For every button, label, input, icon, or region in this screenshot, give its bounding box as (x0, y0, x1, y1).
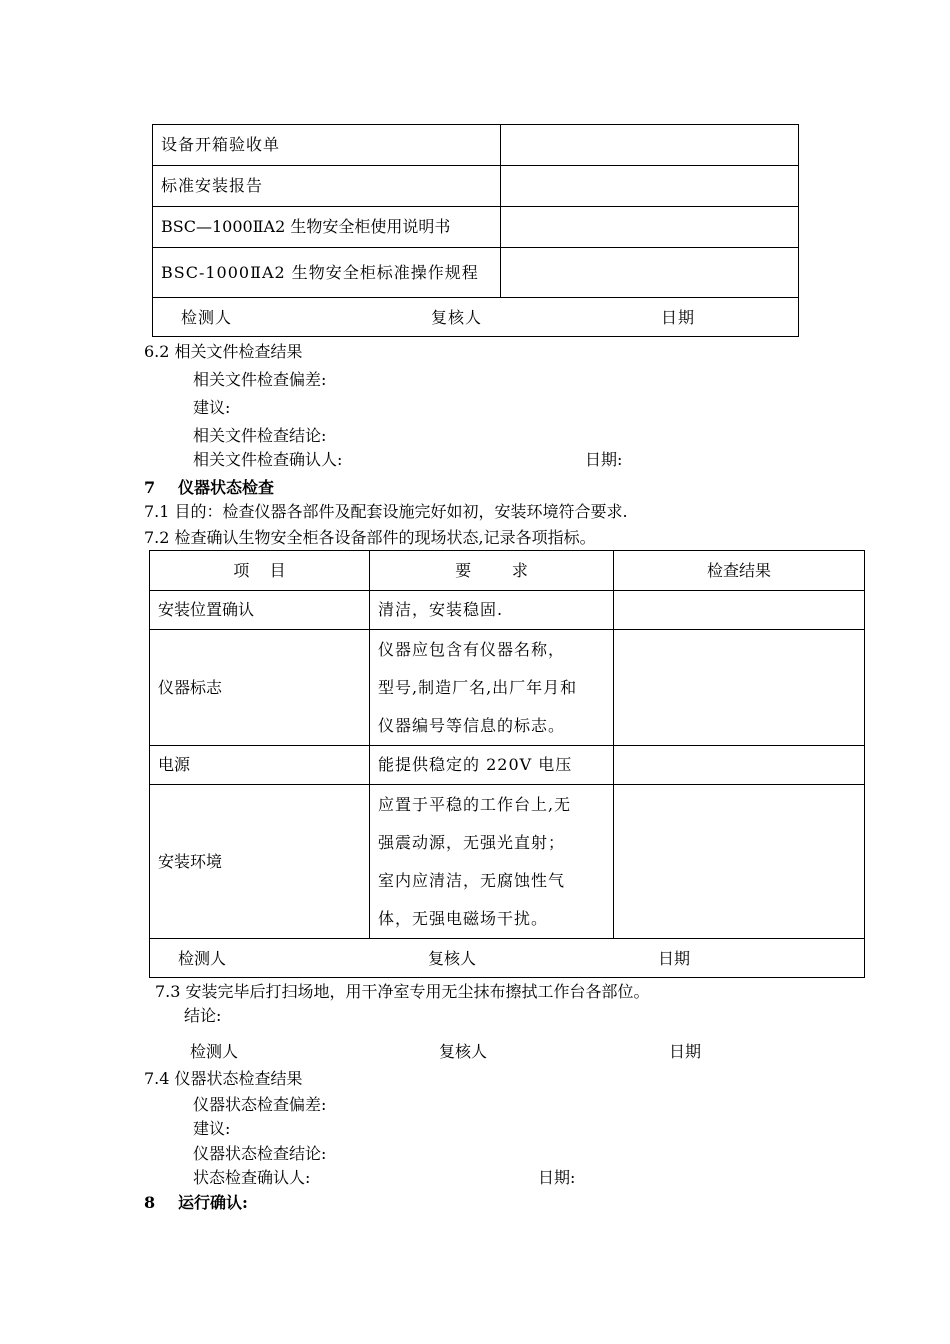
doc-name-cell: 设备开箱验收单 (153, 125, 501, 166)
state-check-table (149, 550, 865, 978)
requirement-line: 仪器编号等信息的标志。 (378, 715, 566, 735)
state-date-label: 日期: (538, 1168, 576, 1187)
inspector-label: 检测人 (178, 949, 227, 968)
requirement-line: 应置于平稳的工作台上,无 (378, 794, 572, 814)
section-7-title: 仪器状态检查 (178, 478, 275, 497)
requirement-cell (370, 591, 614, 630)
state-conclusion-label: 仪器状态检查结论: (193, 1144, 327, 1163)
section-6-2-heading: 6.2 相关文件检查结果 (144, 342, 303, 361)
doc-name-cell: BSC—1000ⅡA2 生物安全柜使用说明书 (153, 207, 501, 248)
doc-result-cell[interactable] (501, 125, 799, 166)
state-suggestion-label: 建议: (193, 1119, 231, 1138)
reviewer-label: 复核人 (431, 308, 483, 327)
doc-date-label: 日期: (585, 450, 623, 469)
section-7-number: 7 (144, 478, 156, 497)
requirement-line: 清洁，安装稳固. (378, 600, 504, 619)
header-requirement: 要 求 (370, 551, 614, 591)
section-7-2-text: 7.2 检查确认生物安全柜各设备部件的现场状态,记录各项指标。 (144, 528, 596, 547)
header-result: 检查结果 (614, 551, 865, 591)
item-cell: 安装位置确认 (150, 591, 370, 630)
document-table (152, 124, 799, 337)
cleanup-date-label: 日期 (669, 1042, 702, 1061)
cleanup-conclusion-label: 结论: (184, 1006, 222, 1025)
cleanup-inspector-label: 检测人 (190, 1042, 239, 1061)
reviewer-label: 复核人 (428, 949, 477, 968)
inspector-label: 检测人 (181, 308, 233, 327)
header-item: 项 目 (150, 551, 370, 591)
section-7-4-heading: 7.4 仪器状态检查结果 (144, 1069, 303, 1088)
doc-sign-row (153, 298, 799, 337)
cleanup-reviewer-label: 复核人 (439, 1042, 488, 1061)
item-cell: 电源 (150, 746, 370, 785)
doc-result-cell[interactable] (501, 166, 799, 207)
result-cell[interactable] (614, 746, 865, 785)
section-7-3-text: 7.3 安装完毕后打扫场地，用干净室专用无尘抹布擦拭工作台各部位。 (155, 982, 650, 1001)
state-deviation-label: 仪器状态检查偏差: (193, 1095, 327, 1114)
requirement-cell (370, 630, 614, 746)
doc-confirmer-label: 相关文件检查确认人: (193, 450, 343, 469)
date-label: 日期 (661, 308, 696, 327)
result-cell[interactable] (614, 591, 865, 630)
doc-name-cell: 标准安装报告 (153, 166, 501, 207)
section-8-title: 运行确认: (178, 1193, 248, 1212)
requirement-cell (370, 746, 614, 785)
item-cell: 安装环境 (150, 785, 370, 939)
item-cell: 仪器标志 (150, 630, 370, 746)
section-8-number: 8 (144, 1193, 156, 1212)
doc-name-cell: BSC-1000ⅡA2 生物安全柜标准操作规程 (153, 248, 501, 298)
result-cell[interactable] (614, 785, 865, 939)
doc-conclusion-label: 相关文件检查结论: (193, 426, 327, 445)
state-sign-row (150, 939, 865, 978)
doc-result-cell[interactable] (501, 248, 799, 298)
doc-deviation-label: 相关文件检查偏差: (193, 370, 327, 389)
requirement-line: 型号,制造厂名,出厂年月和 (378, 677, 578, 697)
requirement-line: 体，无强电磁场干扰。 (378, 908, 549, 928)
requirement-cell (370, 785, 614, 939)
requirement-line: 能提供稳定的 220V 电压 (378, 755, 573, 774)
section-7-1-text: 7.1 目的：检查仪器各部件及配套设施完好如初，安装环境符合要求. (144, 502, 628, 521)
doc-result-cell[interactable] (501, 207, 799, 248)
result-cell[interactable] (614, 630, 865, 746)
requirement-line: 室内应清洁，无腐蚀性气 (378, 870, 566, 890)
doc-suggestion-label: 建议: (193, 398, 231, 417)
requirement-line: 强震动源，无强光直射； (378, 832, 566, 852)
requirement-line: 仪器应包含有仪器名称， (378, 639, 566, 659)
state-confirmer-label: 状态检查确认人: (193, 1168, 311, 1187)
date-label: 日期 (658, 949, 691, 968)
